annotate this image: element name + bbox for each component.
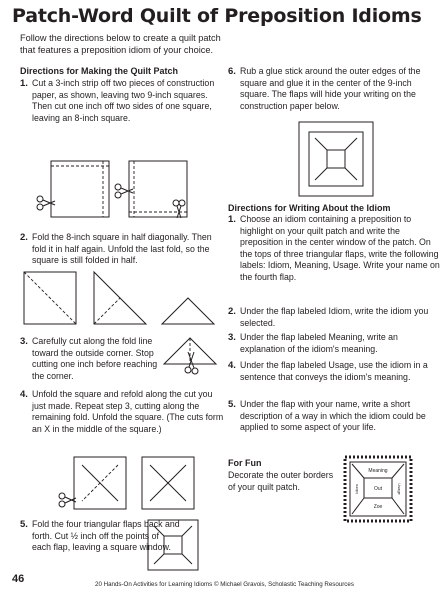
quilt-patch-example xyxy=(344,456,414,524)
step-text: Unfold the square and refold along the cut you just made. Repeat step 3, cutting along the remaining fold. Unfold the square. (The cuts form an X in the middle of the square.) xyxy=(32,389,224,434)
right-heading: Directions for Writing About the Idiom xyxy=(228,203,391,213)
scissors-icon xyxy=(173,200,185,218)
quilt-label-bottom: Zoe xyxy=(373,504,383,510)
step-text: Under the flap labeled Usage, use the idiom in a sentence that conveys the idiom's meaning. xyxy=(240,360,428,382)
step-text: Under the flap labeled Meaning, write an explanation of the idiom's meaning. xyxy=(240,332,398,354)
scissors-icon xyxy=(185,352,198,374)
triangle-fold-3 xyxy=(162,298,214,324)
step-number: 3. xyxy=(20,336,28,347)
right-step-2 xyxy=(228,306,440,329)
right-step-4 xyxy=(228,360,440,383)
left-step-1 xyxy=(20,78,220,124)
step-number: 6. xyxy=(228,66,236,77)
page-title: Patch-Word Quilt of Preposition Idioms xyxy=(12,5,422,27)
left-step-2 xyxy=(20,232,225,267)
step-number: 4. xyxy=(20,389,28,400)
fun-text: Decorate the outer borders of your quilt patch. xyxy=(228,470,334,492)
step-number: 5. xyxy=(228,399,236,410)
left-step-4 xyxy=(20,389,225,435)
quilt-label-center: Out xyxy=(373,486,383,492)
step-text: Rub a glue stick around the outer edges of the square and glue it in the center of the 9-inch square. The flaps will hide your writing on the construction paper below. xyxy=(240,66,421,111)
fun-heading: For Fun xyxy=(228,458,262,468)
step-text: Choose an idiom containing a preposition to highlight on your quilt patch and write the preposition in the center window of the patch. On the tops of three triangular flaps, write the following labels: Idiom, Meaning, Usage. Write your name on the fourth flap. xyxy=(240,214,440,282)
step-number: 4. xyxy=(228,360,236,371)
step-number: 5. xyxy=(20,519,28,530)
right-step-1 xyxy=(228,214,440,284)
cut-triangle-diagram xyxy=(162,334,222,380)
outer-square xyxy=(299,122,373,196)
right-step-6 xyxy=(228,66,440,112)
paper-square-left xyxy=(51,161,109,217)
page-footer: 20 Hands-On Activities for Learning Idioms © Michael Gravois, Scholastic Teaching Resources xyxy=(95,581,354,588)
left-step-3 xyxy=(20,336,160,382)
cutting-strip-diagram xyxy=(33,158,193,228)
right-step-3 xyxy=(228,332,440,355)
step-text: Cut a 3-inch strip off two pieces of construction paper, as shown, leaving two 9-inch squares. Then cut one inch off two sides of one square, leaving an 8-inch square. xyxy=(32,78,215,123)
nested-square-diagram xyxy=(297,120,377,200)
quilt-label-left: Idiom xyxy=(354,484,359,494)
scissors-icon xyxy=(37,196,55,210)
step-number: 1. xyxy=(20,78,28,89)
scissors-icon xyxy=(59,493,76,507)
x-cut-diagram xyxy=(72,455,202,515)
step-text: Carefully cut along the fold line toward the outside corner. Stop cutting one inch before reaching the corner. xyxy=(32,336,158,381)
step-number: 2. xyxy=(228,306,236,317)
intro-text: Follow the directions below to create a quilt patch that features a preposition idiom of your choice. xyxy=(20,33,221,55)
step-number: 2. xyxy=(20,232,28,243)
folding-diagram xyxy=(22,270,222,330)
scissors-icon xyxy=(115,184,133,198)
step-text: Under the flap with your name, write a short description of a way in which the idiom could be applied to some aspect of your life. xyxy=(240,399,426,433)
left-heading: Directions for Making the Quilt Patch xyxy=(20,66,179,76)
quilt-label-top: Meaning xyxy=(368,468,388,474)
quilt-label-right: Usage xyxy=(397,483,402,495)
step-text: Fold the four triangular flaps back and forth. Cut ½ inch off the points of each flap, leaving a square window. xyxy=(32,519,180,553)
step-text: Under the flap labeled Idiom, write the idiom you selected. xyxy=(240,306,429,328)
step-number: 3. xyxy=(228,332,236,343)
page-number: 46 xyxy=(12,573,25,585)
step-number: 1. xyxy=(228,214,236,225)
step-text: Fold the 8-inch square in half diagonally. Then fold it in half again. Unfold the last fold, so the square is still folded in half. xyxy=(32,232,212,266)
right-step-5 xyxy=(228,399,440,434)
square-window-diagram xyxy=(146,518,206,574)
